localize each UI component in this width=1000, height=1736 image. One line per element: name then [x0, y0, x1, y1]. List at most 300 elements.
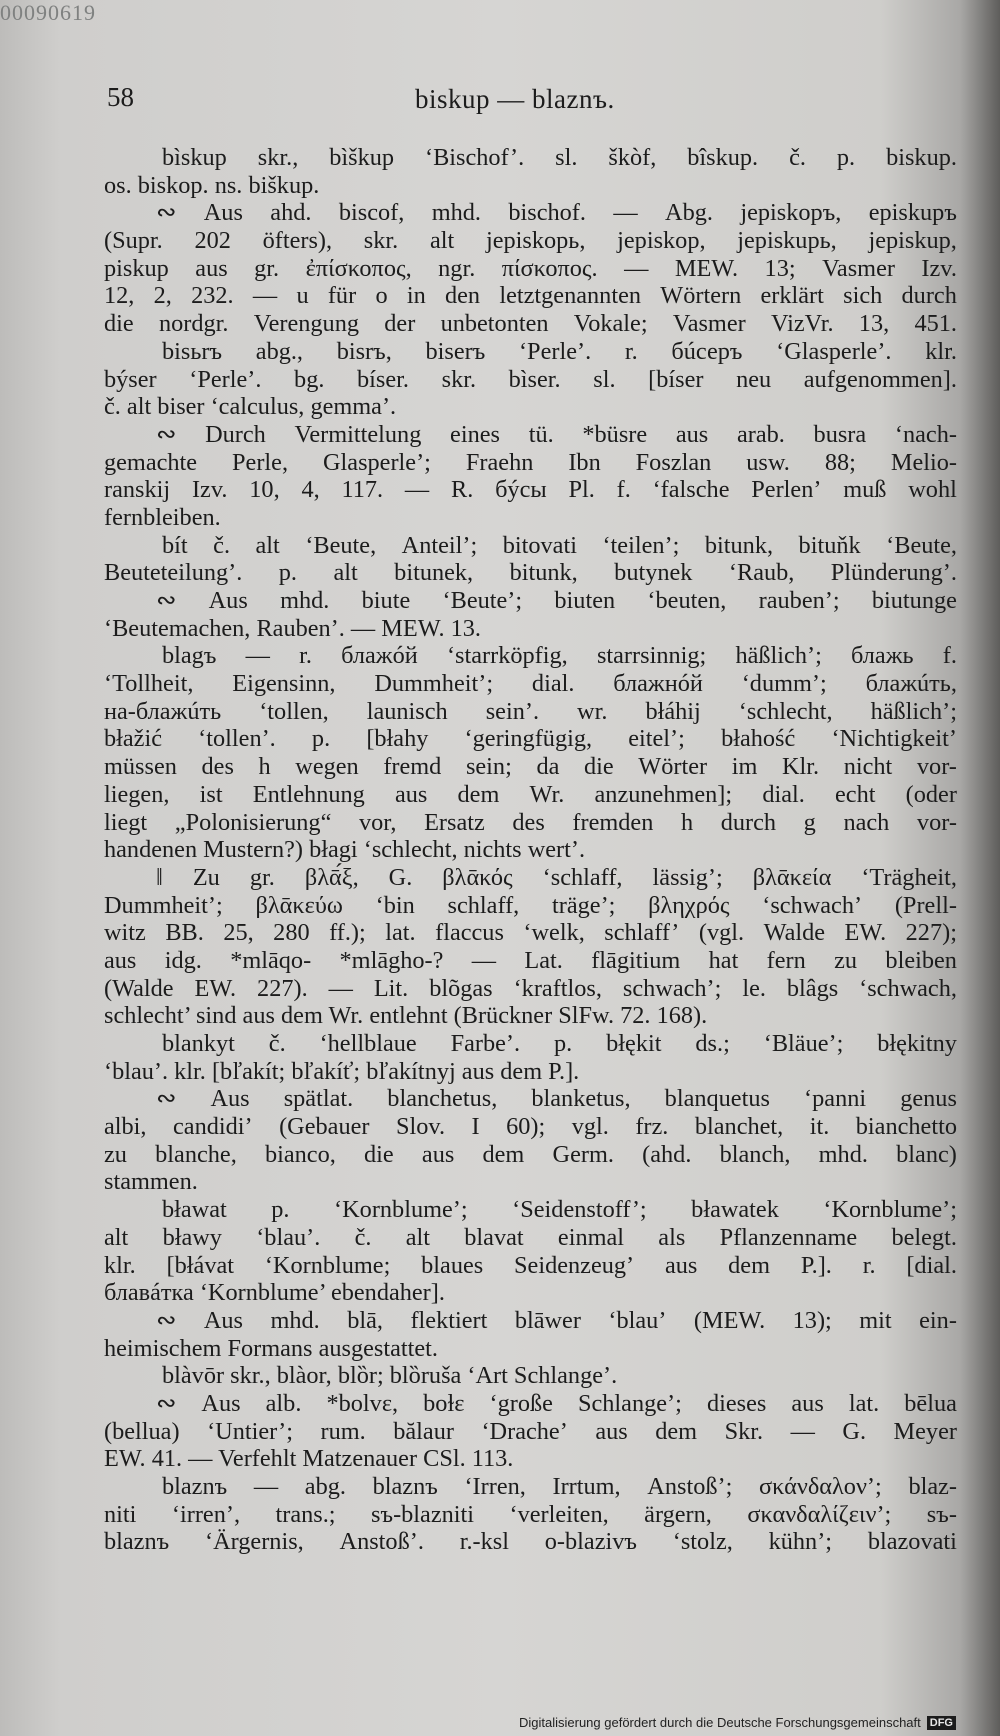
word: ahd. — [270, 199, 312, 227]
word: letztgenannten — [499, 282, 642, 310]
word: ‘Irren, — [464, 1473, 526, 1500]
text-line — [104, 1030, 957, 1058]
word: (Gebauer — [279, 1113, 370, 1141]
word: Lit. — [373, 974, 409, 1002]
word: des — [512, 808, 545, 836]
word: Perlen’ — [751, 476, 822, 504]
word: nicht — [843, 753, 893, 781]
word: ‘schlecht, — [738, 697, 833, 725]
word: schwach’; — [622, 974, 722, 1002]
word: flektiert — [410, 1306, 488, 1334]
word: „Polonisierung“ — [174, 808, 332, 836]
word: h — [258, 753, 271, 781]
word: klr. — [104, 1251, 136, 1279]
word: tü. — [528, 420, 554, 448]
word: (bellua) — [104, 1417, 180, 1445]
word: *büsre — [582, 420, 648, 448]
word: Ibn — [568, 448, 601, 476]
word: *mlāgho-? — [339, 946, 444, 974]
word: ff.); — [329, 919, 366, 947]
word: blõgas — [429, 974, 493, 1002]
word: ranskij — [104, 476, 171, 504]
word: jepiskup, — [868, 227, 957, 255]
word: abg., — [255, 337, 304, 365]
word: Klr. — [781, 753, 820, 781]
word: ‘falsche — [652, 476, 730, 504]
word: den — [445, 282, 481, 310]
word: ‘schlaff, — [542, 863, 623, 891]
word: blanc) — [896, 1140, 957, 1168]
word: *bolvɛ, — [326, 1389, 399, 1417]
word: (Supr. — [104, 227, 163, 255]
word: die — [364, 1140, 394, 1168]
word: eitel’; — [628, 725, 685, 753]
word: ‘welk, — [523, 919, 585, 947]
word: Pflanzenname — [719, 1223, 858, 1251]
word: 12, — [104, 282, 135, 310]
word: biuten — [554, 587, 616, 614]
word: błękitny — [877, 1030, 957, 1057]
text-line: handenen Mustern?) błagi ‘schlecht, nichts wert’. — [104, 836, 586, 864]
word: belegt. — [891, 1223, 957, 1251]
word: βλᾱ́ξ, — [304, 863, 359, 891]
word: Vasmer — [672, 310, 746, 338]
word: flaccus — [435, 919, 504, 947]
word: 88; — [824, 448, 856, 476]
word: bitunk, — [704, 531, 774, 559]
word: 227); — [905, 919, 957, 947]
word: zu — [104, 1140, 127, 1168]
text-line: č. alt biser ‘calculus, gemma’. — [104, 393, 397, 421]
word: blazovati — [867, 1528, 957, 1556]
word: fremden — [572, 808, 654, 836]
word: ∾ — [156, 1085, 177, 1113]
word: bîskup. — [687, 144, 759, 171]
word: bălaur — [393, 1417, 454, 1445]
word: piskup — [104, 254, 169, 282]
word: Wr. — [529, 780, 565, 808]
word: ‘Beute, — [305, 531, 377, 559]
text-line — [104, 864, 957, 892]
word: — — [471, 946, 497, 974]
word: häßlich’; — [870, 697, 957, 725]
word: G. — [842, 1417, 867, 1445]
word: bisrъ, — [336, 337, 392, 365]
word: bít — [162, 531, 188, 559]
word: σκανδαλίζειν’; — [747, 1500, 892, 1528]
word: vor, — [358, 808, 397, 836]
word: gr. — [249, 863, 275, 891]
word: schlaff, — [447, 891, 520, 919]
word: ‘Nichtigkeit’ — [831, 725, 957, 753]
word: vgl. — [571, 1113, 609, 1141]
word: Anstoß’. — [339, 1528, 424, 1556]
word: p. — [278, 559, 297, 587]
word: im — [731, 753, 758, 781]
word: č. — [354, 1223, 372, 1251]
text-line — [104, 559, 957, 587]
text-line — [104, 947, 957, 975]
word: spätlat. — [283, 1085, 354, 1113]
word: blankyt — [162, 1030, 235, 1057]
text-line — [104, 892, 957, 920]
text-line: blàvōr skr., blàor, blȍr; blȍruša ‘Art Schlange’. — [162, 1362, 618, 1390]
text-line — [104, 366, 957, 394]
word: Vermittelung — [294, 420, 422, 448]
word: biute — [361, 587, 411, 614]
word: ‘blau’. — [256, 1223, 321, 1251]
word: ‘Raub, — [728, 559, 795, 587]
word: Fraehn — [465, 448, 534, 476]
word: — — [252, 282, 278, 310]
word: des — [201, 753, 234, 781]
word: Beuteteilung’. — [104, 559, 243, 587]
word: I — [471, 1113, 480, 1141]
word: starrsinnig; — [596, 642, 707, 670]
word: aufgenommen]. — [803, 365, 957, 393]
word: 2, — [153, 282, 172, 310]
word: blanchetus, — [387, 1085, 498, 1113]
dfg-logo-icon: DFG — [927, 1716, 956, 1730]
text-line — [104, 642, 957, 670]
word: blaznъ — [104, 1528, 170, 1556]
word: G. — [388, 863, 413, 891]
word: blaz- — [908, 1473, 957, 1500]
word: błahość — [721, 725, 796, 753]
text-line — [104, 1501, 957, 1529]
word: alt — [333, 559, 358, 587]
text-line — [104, 1473, 957, 1501]
word: bíser. — [357, 365, 409, 393]
word: Aus — [201, 1389, 241, 1417]
word: blanchet, — [694, 1113, 784, 1141]
word: mhd. — [818, 1140, 868, 1168]
word: błękit — [606, 1030, 662, 1057]
word: r. — [299, 642, 312, 670]
word: βλᾱκεία — [752, 863, 832, 891]
word: Eigensinn, — [232, 670, 336, 698]
word: zu — [834, 946, 858, 974]
word: jepiskupь, — [737, 227, 837, 255]
word: Aus — [203, 199, 243, 227]
word: trans.; — [275, 1500, 336, 1528]
word: ds.; — [695, 1030, 730, 1057]
word: erklärt — [760, 282, 824, 310]
word: fremd — [383, 753, 442, 781]
word: albi, — [104, 1113, 147, 1141]
word: Izv. — [921, 254, 957, 282]
word: býser — [104, 365, 157, 393]
text-line — [104, 1196, 957, 1224]
word: sl. — [593, 365, 616, 393]
word: bitovati — [502, 531, 577, 559]
word: o — [375, 282, 388, 310]
word: dieses — [706, 1389, 767, 1417]
word: unbetonten — [440, 310, 549, 338]
text-line — [104, 587, 957, 615]
word: p. — [836, 144, 856, 171]
word: č. — [268, 1030, 286, 1057]
word: 60); — [506, 1113, 546, 1141]
word: dem — [655, 1417, 698, 1445]
dictionary-text — [104, 144, 957, 1556]
word: ‘dumm’; — [741, 670, 827, 698]
word: die — [104, 310, 134, 338]
word: 202 — [194, 227, 231, 255]
word: ‘Kornblume’; — [823, 1196, 957, 1224]
word: Meyer — [893, 1417, 957, 1445]
text-line: ‘blau’. klr. [bľakít; bľakíť; bľakítnyj aus dem P.]. — [104, 1057, 580, 1085]
word: [błahy — [366, 725, 429, 753]
word: Plünderung’. — [830, 559, 957, 587]
word: skr., — [257, 144, 299, 171]
word: ‘Untier’; — [207, 1417, 293, 1445]
text-line — [104, 476, 957, 504]
word: bławatek — [691, 1196, 779, 1224]
text-line — [104, 1224, 957, 1252]
word: hat — [708, 946, 739, 974]
footer — [519, 1715, 956, 1730]
word: busra — [813, 420, 867, 448]
word: Slov. — [395, 1113, 446, 1141]
text-line — [104, 227, 957, 255]
word: boɫɛ — [423, 1389, 465, 1417]
word: aus — [595, 1417, 628, 1445]
text-line: EW. 41. — Verfehlt Matzenauer CSl. 113. — [104, 1445, 514, 1473]
word: dem — [728, 1251, 770, 1279]
word: ‘Seidenstoff’; — [512, 1196, 647, 1224]
word: fern — [766, 946, 806, 974]
word: lat. — [385, 919, 416, 947]
word: — — [328, 974, 353, 1002]
word: — — [613, 199, 638, 227]
text-line — [104, 338, 957, 366]
word: βλᾱκεύω — [255, 891, 343, 919]
text-line — [104, 532, 957, 560]
word: vor- — [916, 808, 957, 836]
word: *mlāqo- — [230, 946, 312, 974]
text-line — [104, 282, 957, 310]
word: Vasmer — [822, 254, 895, 282]
word: bławat — [162, 1196, 227, 1224]
word: biscof, — [338, 199, 405, 227]
word: ‘Drache’ — [481, 1417, 568, 1445]
word: 117. — [341, 476, 384, 504]
word: neu — [736, 365, 772, 393]
text-line — [104, 1113, 957, 1141]
word: Aus — [203, 1306, 243, 1334]
word: ‖ — [156, 863, 163, 891]
word: — — [624, 254, 649, 282]
word: 13; — [764, 254, 796, 282]
word: 25, — [223, 919, 254, 947]
word: Schlange’; — [577, 1389, 682, 1417]
word: blâgs — [786, 974, 839, 1002]
word: ‘Kornblume’; — [334, 1196, 468, 1224]
text-line — [104, 1307, 957, 1335]
word: p. — [271, 1196, 290, 1224]
word: Durch — [205, 420, 266, 448]
word: dem — [482, 1140, 525, 1168]
word: ‘nach- — [894, 420, 957, 448]
word: anzunehmen]; — [594, 780, 733, 808]
word: блажь — [851, 642, 914, 670]
word: butynek — [614, 559, 693, 587]
word: ‘panni — [804, 1085, 867, 1113]
word: biskup. — [886, 144, 957, 171]
text-line — [104, 1252, 957, 1280]
word: ‘verleiten, — [509, 1500, 609, 1528]
word: ‘Beute’; — [442, 587, 523, 614]
word: le. — [742, 974, 766, 1002]
word: der — [384, 310, 416, 338]
word: Aus — [210, 1085, 250, 1113]
word: ‘blau’ — [608, 1306, 667, 1334]
word: jepiskop, — [617, 227, 706, 255]
text-line — [104, 975, 957, 1003]
word: — — [253, 1473, 279, 1500]
word: — — [404, 476, 430, 504]
word: nach — [843, 808, 890, 836]
word: jepiskopъ, — [740, 199, 842, 227]
word: (Prell- — [894, 891, 957, 919]
text-line — [104, 1390, 957, 1418]
word: ‘Perle’. — [518, 337, 592, 365]
text-line: fernbleiben. — [104, 503, 221, 531]
word: ‘teilen’; — [602, 531, 680, 559]
word: ‘kraftlos, — [513, 974, 602, 1002]
word: ‘große — [489, 1389, 553, 1417]
word: 232. — [191, 282, 234, 310]
word: Aus — [208, 587, 248, 614]
word: ∾ — [156, 1389, 177, 1417]
word: wohl — [908, 476, 957, 504]
footer-credit: Digitalisierung gefördert durch die Deutsche Forschungsgemeinschaft — [518, 1715, 921, 1730]
word: (vgl. — [698, 919, 745, 947]
word: aus — [791, 1389, 824, 1417]
word: č. — [789, 144, 806, 171]
word: ‘schwach, — [859, 974, 957, 1002]
word: r.-ksl — [459, 1528, 509, 1556]
text-line: schlecht’ sind aus dem Wr. entlehnt (Brückner SlFw. 72. 168). — [104, 1002, 708, 1030]
word: bg. — [294, 365, 325, 393]
page-number: 58 — [107, 82, 134, 112]
word: ngr. — [438, 254, 476, 282]
word: [bíser — [648, 365, 704, 393]
word: (Walde — [104, 974, 174, 1002]
word: sein’. — [485, 697, 540, 725]
text-line — [104, 199, 957, 227]
word: Wörtern — [660, 282, 742, 310]
text-line: stammen. — [104, 1168, 198, 1196]
word: bianchetto — [855, 1113, 957, 1141]
word: blagъ — [162, 642, 217, 670]
word: witz — [104, 919, 146, 947]
text-line — [104, 725, 957, 753]
word: 10, — [249, 476, 280, 504]
word: BB. — [165, 919, 204, 947]
word: rum. — [320, 1417, 366, 1445]
word: бýсы — [495, 476, 547, 504]
word: lässig’; — [652, 863, 723, 891]
word: vor- — [916, 753, 957, 781]
word: Farbe’. — [450, 1030, 521, 1057]
word: Melio- — [890, 448, 957, 476]
word: nordgr. — [158, 310, 229, 338]
word: škòf, — [608, 144, 657, 171]
text-line — [104, 919, 957, 947]
word: episkupъ — [868, 199, 957, 227]
word: ‘Tollheit, — [104, 670, 194, 698]
word: bianco, — [264, 1140, 336, 1168]
word: č. — [213, 531, 231, 559]
text-line — [104, 809, 957, 837]
text-line: os. biskop. ns. biškup. — [104, 171, 320, 199]
word: Dummheit’; — [104, 891, 223, 919]
word: blaznъ — [162, 1473, 228, 1500]
word: ‘bin — [375, 891, 415, 919]
word: bìskup — [162, 144, 227, 171]
word: durch — [901, 282, 957, 310]
word: blāwer — [514, 1306, 581, 1334]
text-line — [104, 1528, 957, 1556]
word: die — [583, 753, 614, 781]
word: durch — [720, 808, 777, 836]
word: Zu — [192, 863, 220, 891]
word: blaznъ — [372, 1473, 438, 1500]
word: Vokale; — [573, 310, 648, 338]
word: blaues — [421, 1251, 484, 1279]
word: P.]. — [800, 1251, 832, 1279]
word: bisьrъ — [162, 337, 223, 365]
word: gemachte — [104, 448, 198, 476]
word: mit — [859, 1306, 892, 1334]
word: ‘Ärgernis, — [204, 1528, 304, 1556]
word: Foszlan — [635, 448, 712, 476]
word: h — [680, 808, 694, 836]
word: Izv. — [191, 476, 228, 504]
word: biserъ — [425, 337, 486, 365]
word: klr. — [925, 337, 957, 365]
word: aus — [195, 254, 228, 282]
word: bischof. — [508, 199, 586, 227]
word: ein- — [919, 1306, 957, 1334]
word: Ersatz — [424, 808, 485, 836]
text-line — [104, 144, 957, 172]
word: flāgitium — [591, 946, 681, 974]
word: u — [296, 282, 309, 310]
word: für — [327, 282, 357, 310]
word: MEW. — [674, 254, 739, 282]
text-line — [104, 310, 957, 338]
word: Seidenzeug’ — [514, 1251, 635, 1279]
word: f. — [616, 476, 631, 504]
word: biutunge — [871, 587, 957, 614]
scan-number: 00090619 — [0, 0, 96, 25]
running-head: biskup — blaznъ. — [415, 84, 615, 114]
word: mhd. — [431, 199, 481, 227]
text-line: блавáтка ‘Kornblume’ ebendaher]. — [104, 1279, 445, 1307]
word: in — [406, 282, 426, 310]
word: usw. — [746, 448, 790, 476]
word: ∾ — [156, 199, 177, 227]
word: müssen — [104, 753, 177, 781]
word: alt — [104, 1223, 129, 1251]
word: πίσκοπος. — [501, 254, 598, 282]
word: ‘stolz, — [672, 1528, 733, 1556]
word: Walde — [763, 919, 826, 947]
word: błažić — [104, 725, 163, 753]
